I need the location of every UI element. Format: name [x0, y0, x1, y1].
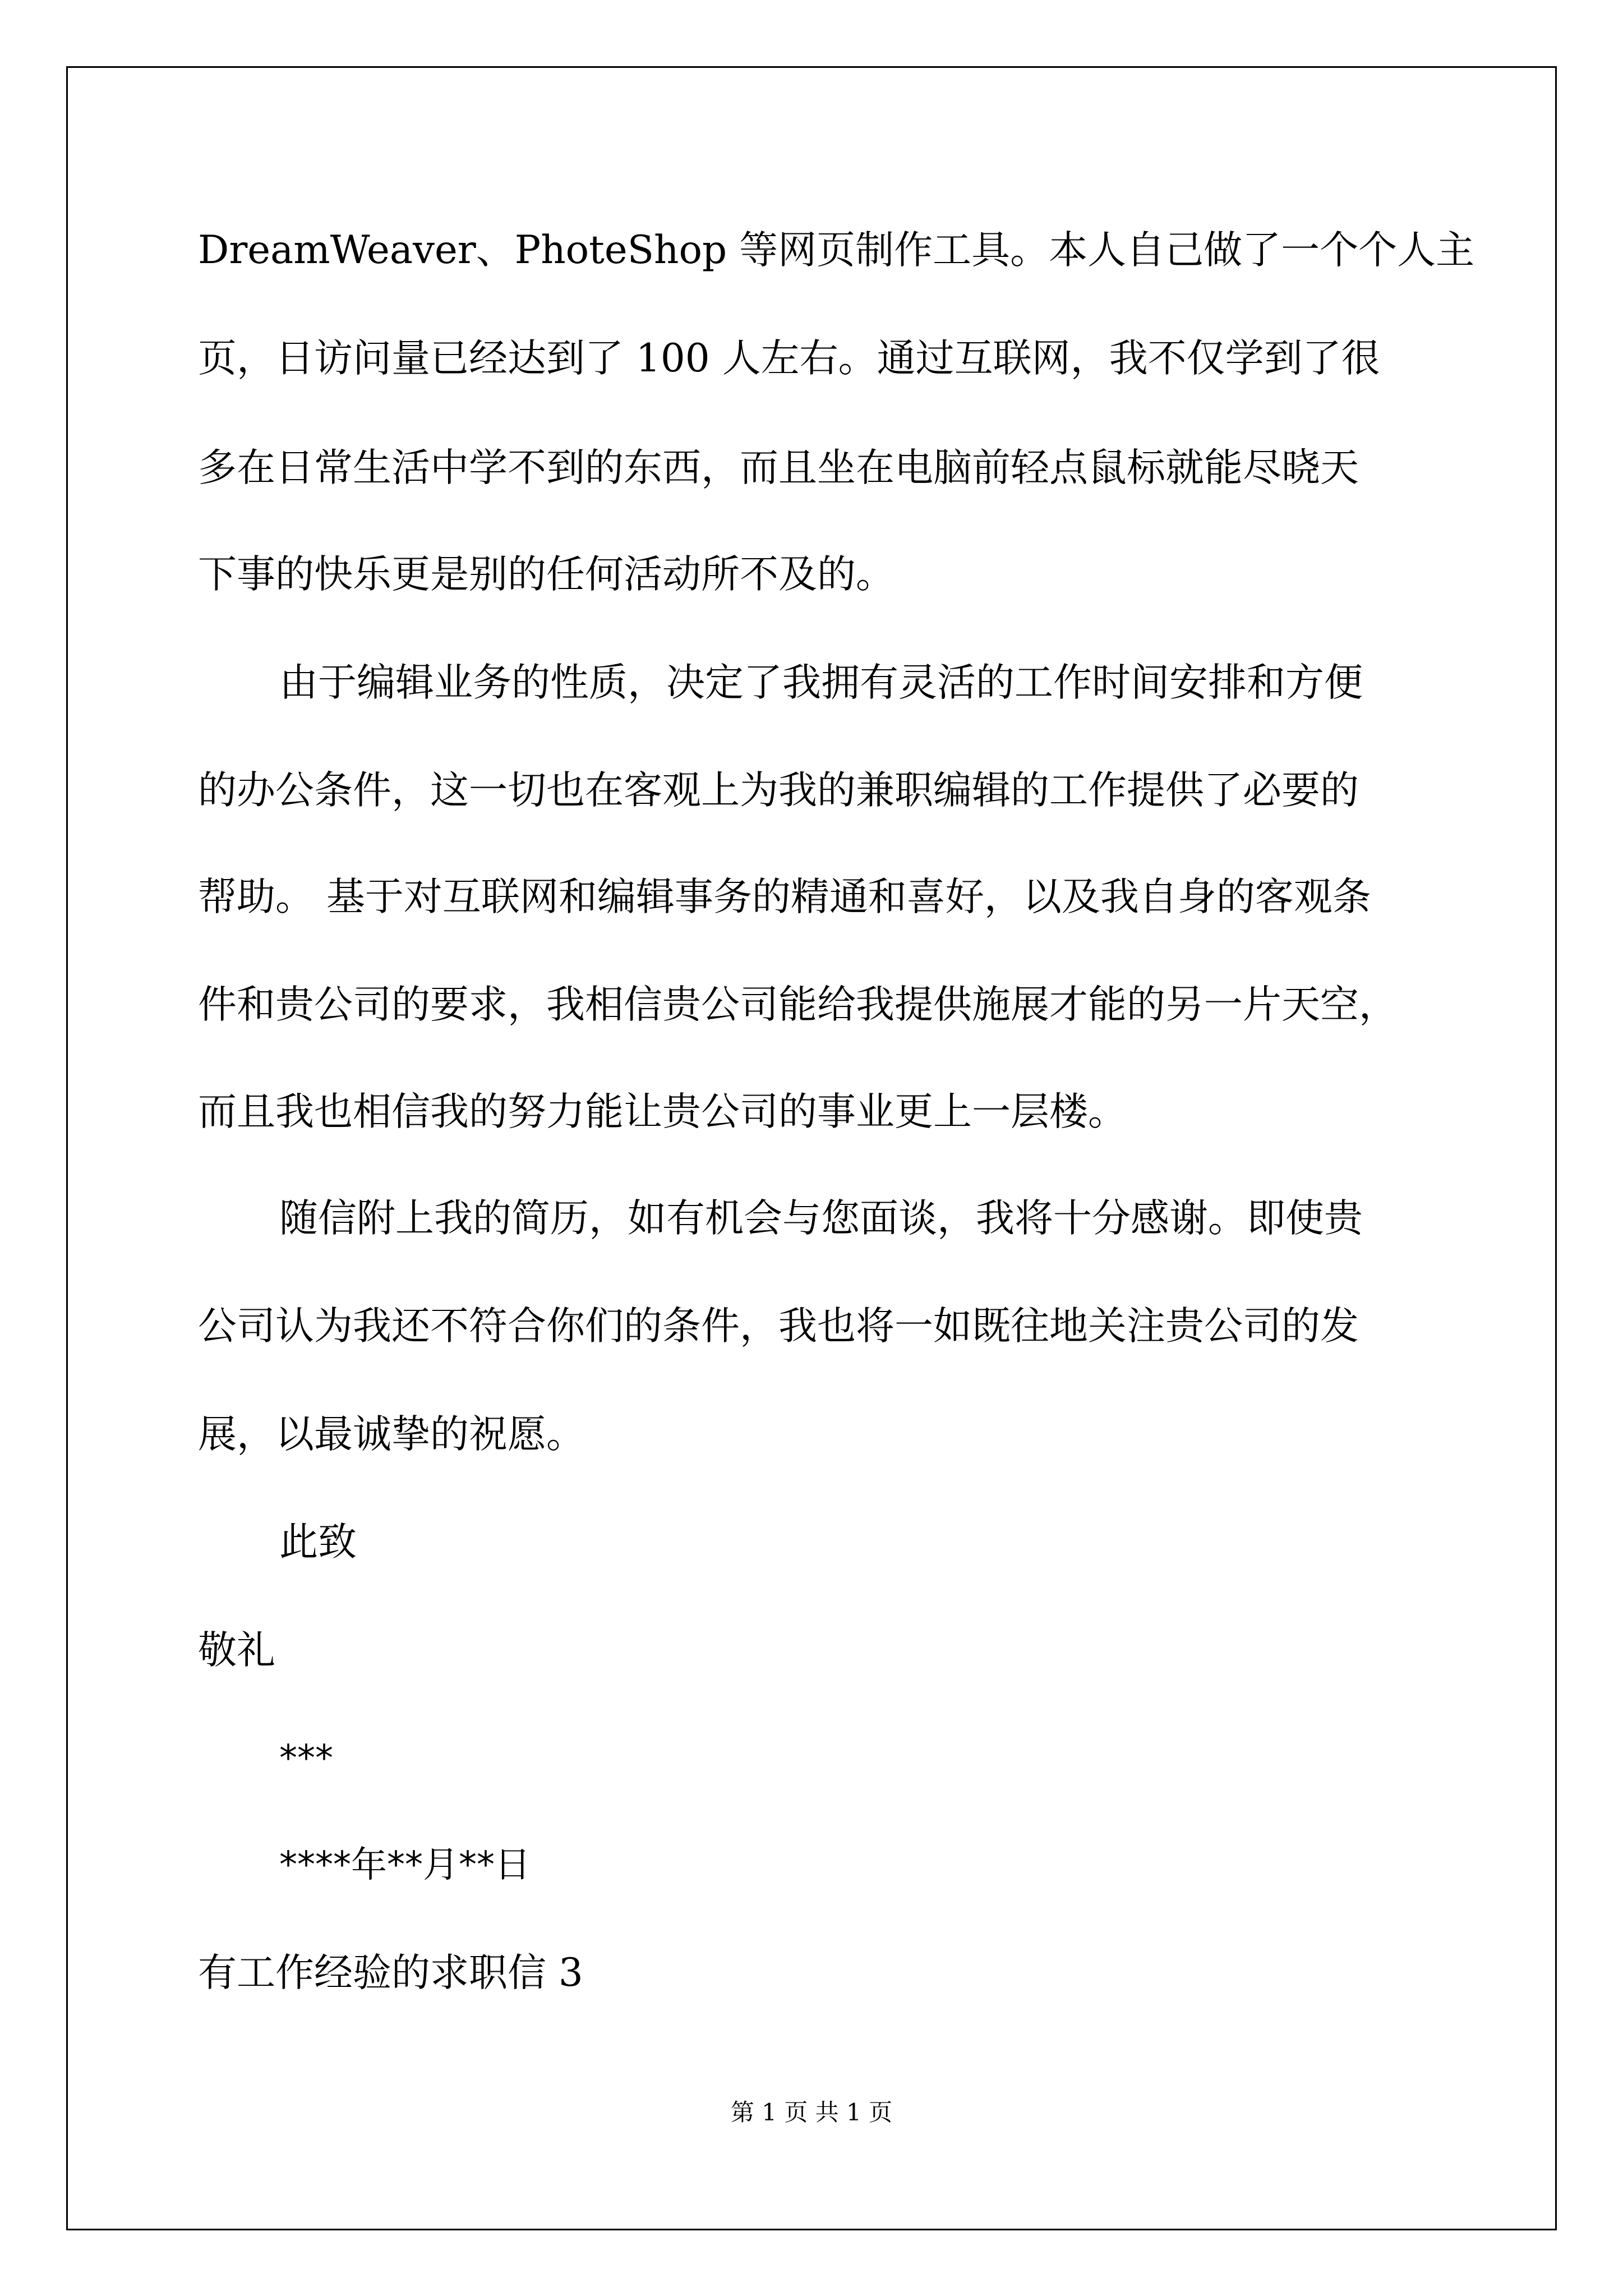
page-border [66, 66, 1557, 2230]
paragraph-line: 公司认为我还不符合你们的条件，我也将一如既往地关注贵公司的发 [198, 1304, 1359, 1349]
salute-text: 敬礼 [198, 1628, 275, 1673]
paragraph-line: DreamWeaver、PhoteShop 等网页制作工具。本人自己做了一个个人主 [198, 228, 1475, 273]
signature-date: ****年**月**日 [279, 1844, 531, 1886]
closing-text: 此致 [279, 1520, 357, 1565]
paragraph-line: 的办公条件，这一切也在客观上为我的兼职编辑的工作提供了必要的 [198, 768, 1359, 813]
paragraph-line: 下事的快乐更是别的任何活动所不及的。 [198, 552, 895, 597]
paragraph-line: 而且我也相信我的努力能让贵公司的事业更上一层楼。 [198, 1089, 1127, 1134]
paragraph-line: 件和贵公司的要求，我相信贵公司能给我提供施展才能的另一片天空， [198, 982, 1398, 1027]
paragraph-line: 多在日常生活中学不到的东西，而且坐在电脑前轻点鼠标就能尽晓天 [198, 445, 1359, 490]
paragraph-line: 帮助。 基于对互联网和编辑事务的精通和喜好，以及我自身的客观条 [198, 875, 1371, 919]
paragraph-line: 展，以最诚挚的祝愿。 [198, 1412, 585, 1457]
paragraph-line: 页，日访问量已经达到了 100 人左右。通过互联网，我不仅学到了很 [198, 336, 1380, 381]
signature-name: *** [279, 1738, 333, 1779]
paragraph-line: 随信附上我的简历，如有机会与您面谈，我将十分感谢。即使贵 [279, 1196, 1363, 1241]
next-heading: 有工作经验的求职信 3 [198, 1950, 583, 1995]
paragraph-line: 由于编辑业务的性质，决定了我拥有灵活的工作时间安排和方便 [279, 660, 1363, 705]
page-footer: 第 1 页 共 1 页 [730, 2099, 893, 2126]
